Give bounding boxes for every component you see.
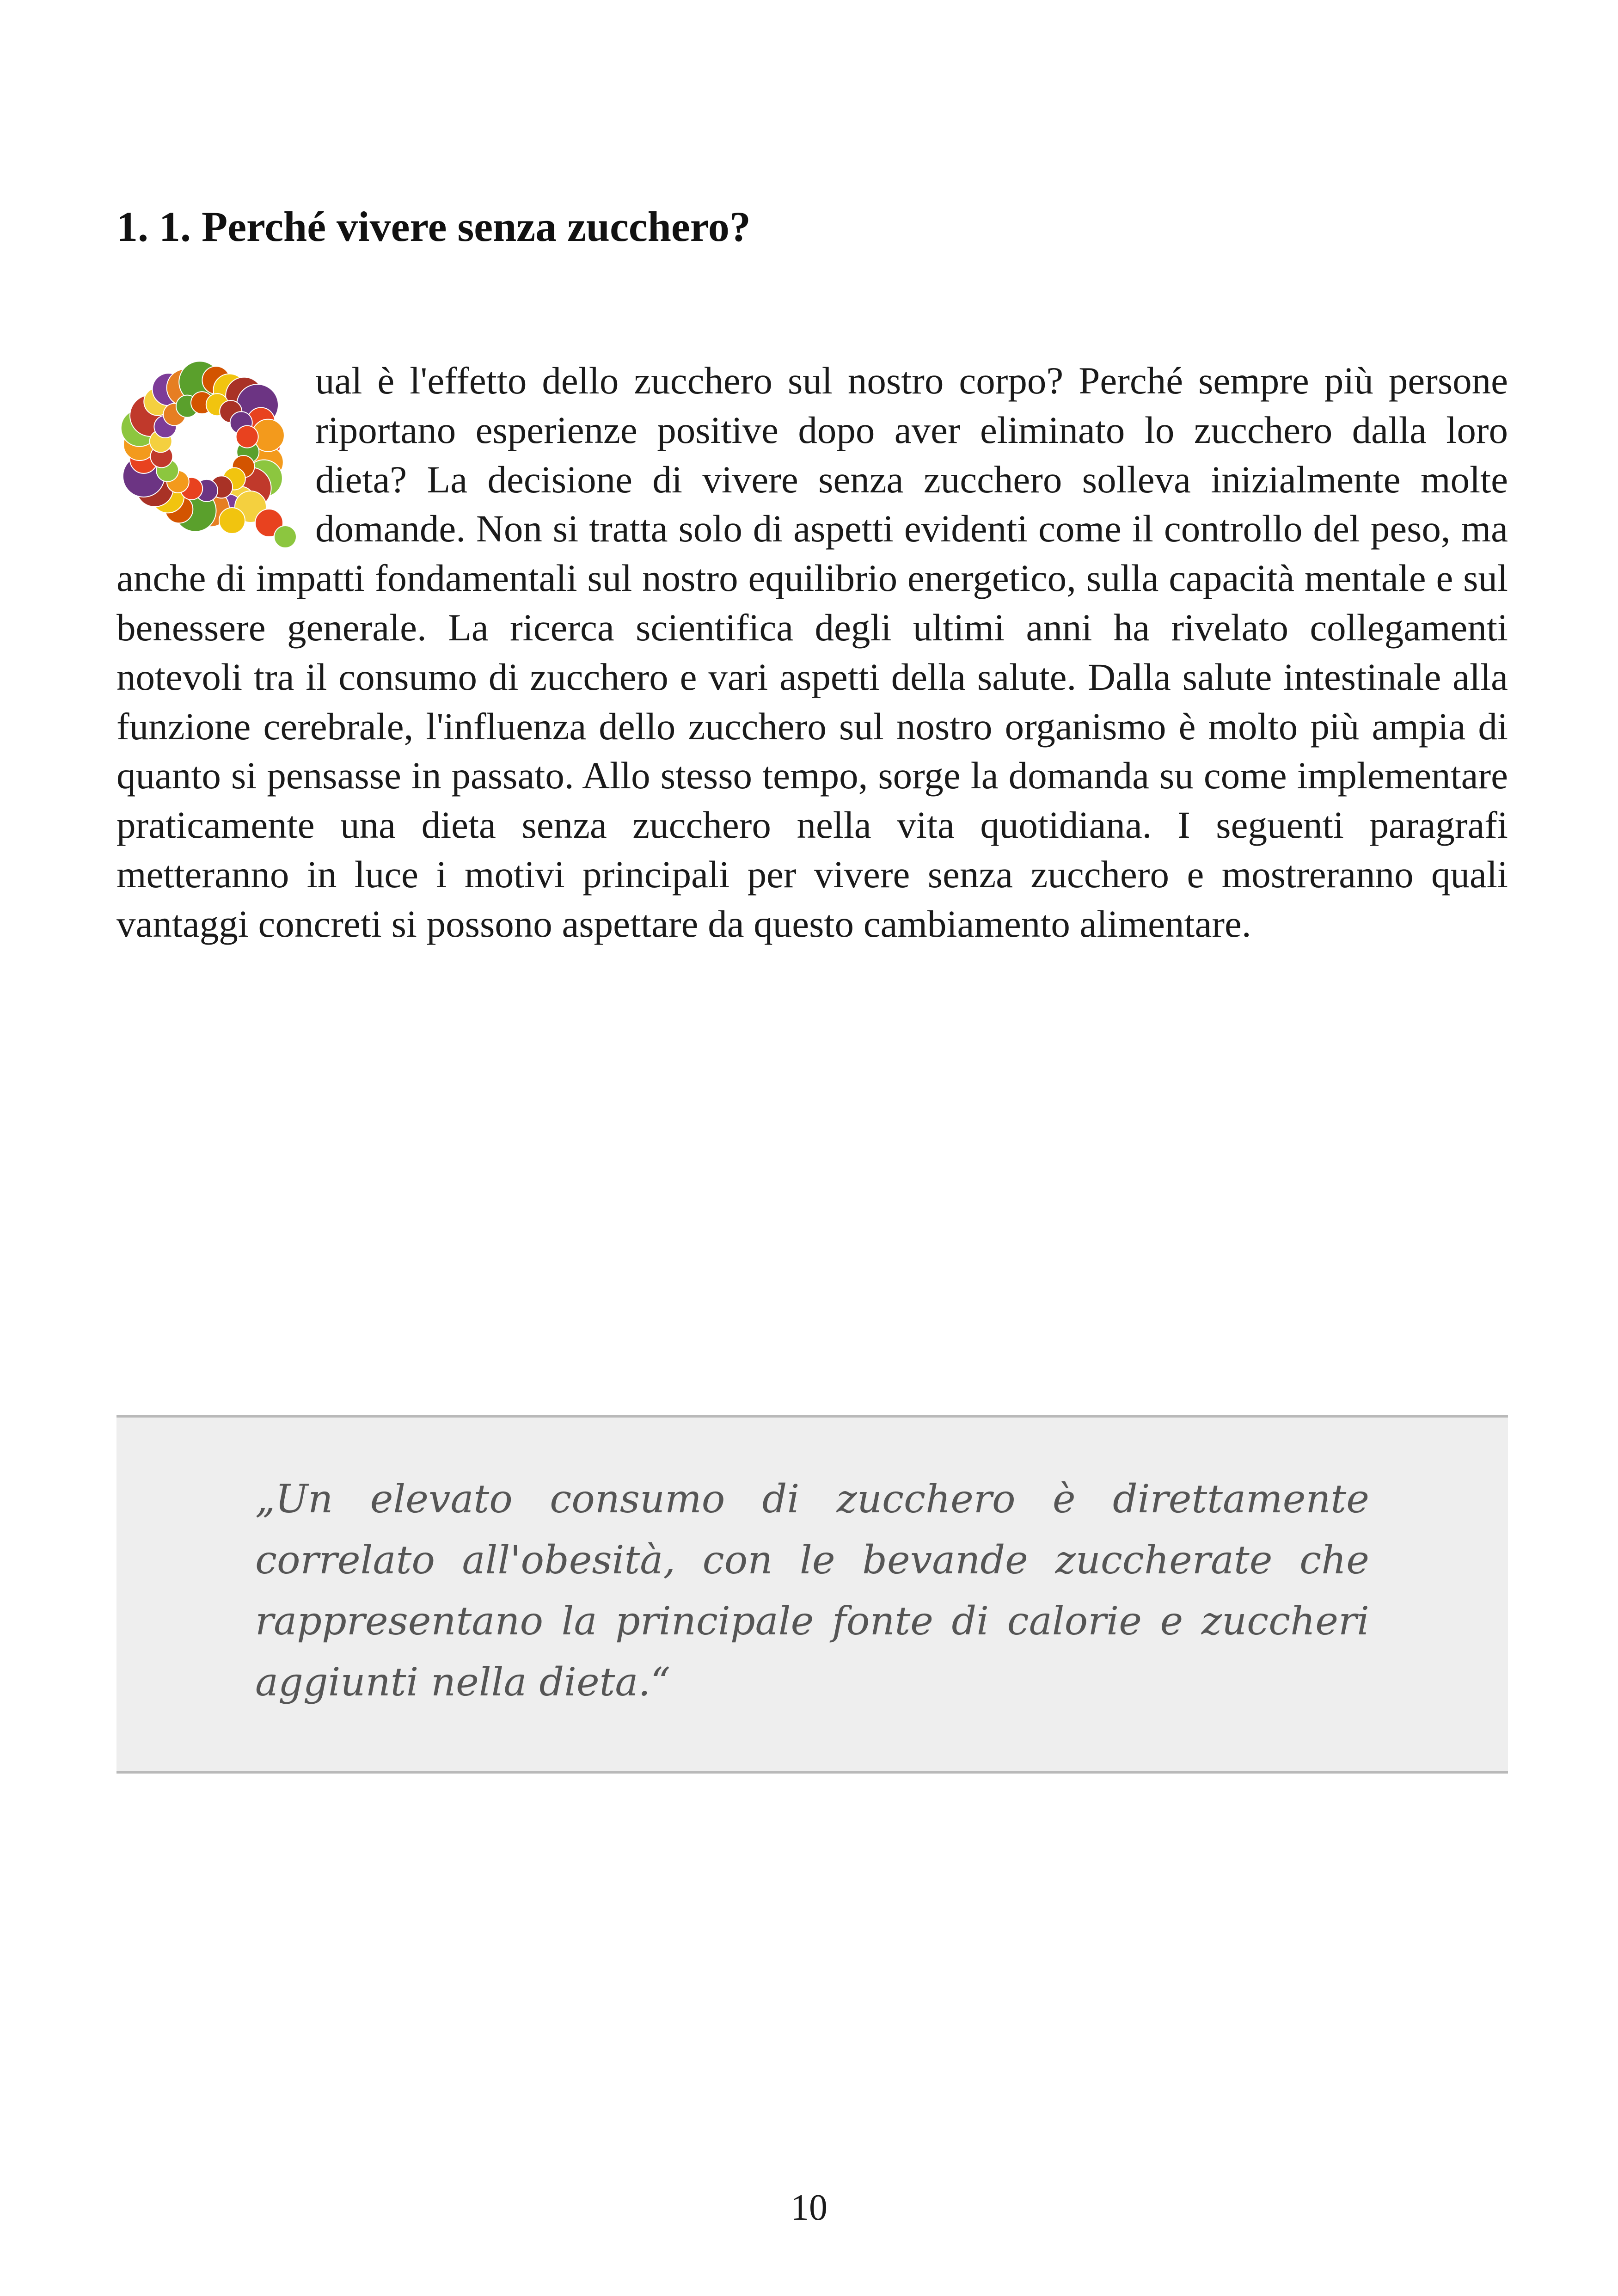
- fruit-letter-q-icon: [116, 359, 301, 548]
- quote-text: „Un elevato consumo di zucchero è direttamente correlato all'obesità, con le bevande zuccherate che rappresentano la principale fonte di calorie e zuccheri aggiunti nella dieta.“: [255, 1476, 1369, 1705]
- body-text: ual è l'effetto dello zucchero sul nostro corpo? Perché sempre più persone riportano esperienze positive dopo aver eliminato lo zucchero dalla loro dieta? La decisione di vivere senza zucchero solleva inizialmente molte domande. Non si tratta solo di aspetti evidenti come il controllo del peso, ma anche di impatti fondamentali sul nostro equilibrio energetico, sulla capacità mentale e sul benessere generale. La ricerca scientifica degli ultimi anni ha rivelato collegamenti notevoli tra il consumo di zucchero e vari aspetti della salute. Dalla salute intestinale alla funzione cerebrale, l'influenza dello zucchero sul nostro organismo è molto più ampia di quanto si pensasse in passato. Allo stesso tempo, sorge la domanda su come implementare praticamente una dieta senza zucchero nella vita quotidiana. I seguenti paragrafi metteranno in luce i motivi principali per vivere senza zucchero e mostreranno quali vantaggi concreti si possono aspettare da questo cambiamento alimentare.: [116, 359, 1508, 945]
- body-paragraph: [116, 356, 1508, 949]
- quote-box: [116, 1415, 1508, 1774]
- page-number: 10: [791, 2187, 827, 2228]
- fruit-piece: [219, 508, 245, 534]
- fruit-piece: [236, 426, 258, 448]
- section-heading: 1. 1. Perché vivere senza zucchero?: [116, 203, 751, 250]
- fruit-piece: [274, 526, 296, 548]
